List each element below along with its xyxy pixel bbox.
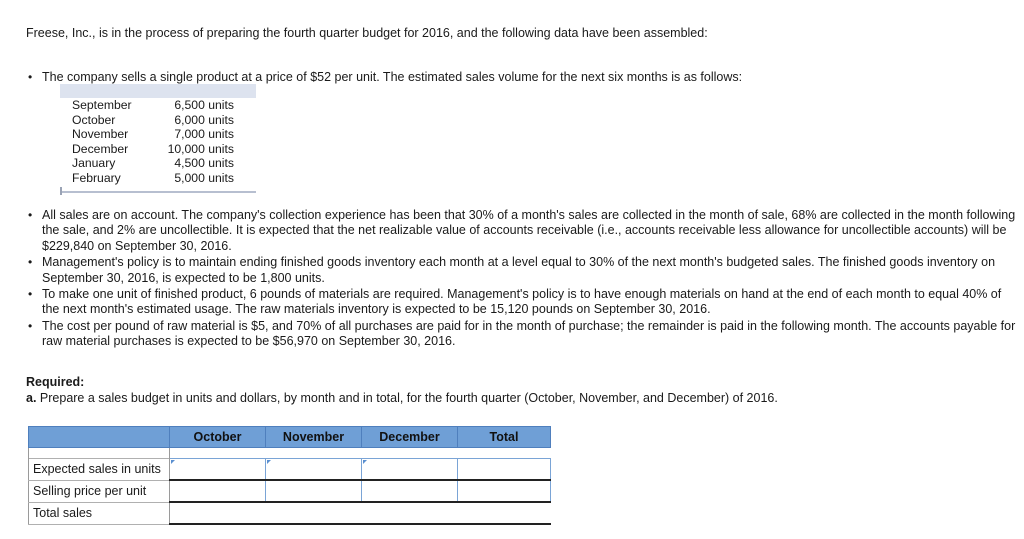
table-bottom-rule — [60, 191, 256, 193]
month-cell: January — [72, 156, 116, 171]
total-units-input[interactable] — [458, 459, 551, 481]
assumption-bullets — [28, 208, 1018, 351]
bullet-text: To make one unit of finished product, 6 pounds of materials are required. Management's policy is to have enough materials on hand at the end of each month to equal 40% of the next month's estimated usage. The raw materials inventory is expected to be 15,120 pounds on September 30, 2016. — [42, 287, 1002, 317]
bullet-text: The cost per pound of raw material is $5, and 70% of all purchases are paid for in the month of purchase; the remainder is paid in the following month. The accounts payable for raw material purchases is expected to be $56,970 on September 30, 2016. — [42, 318, 1016, 349]
december-total-sales-input[interactable] — [362, 502, 458, 524]
total-price-input[interactable] — [458, 480, 551, 502]
bullet-text: Management's policy is to maintain ending finished goods inventory each month at a level equal to 30% of the next month's budgeted sales. The finished goods inventory on September 30, 2016, is expected to be 1,800 units. — [42, 255, 996, 285]
october-total-sales-input[interactable] — [170, 502, 266, 524]
table-row — [60, 142, 256, 157]
table-row — [60, 127, 256, 142]
col-header-total: Total — [458, 427, 551, 448]
table-row — [29, 480, 551, 502]
month-cell: December — [72, 141, 129, 156]
part-text: Prepare a sales budget in units and dollars, by month and in total, for the fourth quarter (October, November, and December) of 2016. — [36, 391, 778, 405]
col-header-october: October — [170, 427, 266, 448]
bullet-text: All sales are on account. The company's collection experience has been that 30% of a month's sales are collected in the month of sale, 68% are collected in the month following the sale, and 2% are uncollectible. It is expected that the net realizable value of accounts receivable (i.e., accounts receivable less allowance for uncollectible accounts) will be $229,840 on September 30, 2016. — [42, 208, 1016, 253]
units-cell: 7,000 units — [174, 127, 234, 142]
blank-header — [29, 427, 170, 448]
table-header-band — [60, 84, 256, 98]
units-cell: 10,000 units — [167, 141, 234, 156]
required-part-a — [26, 390, 778, 406]
november-total-sales-input[interactable] — [266, 502, 362, 524]
month-cell: November — [72, 127, 129, 142]
list-item — [28, 208, 1018, 254]
total-total-sales-input[interactable] — [458, 502, 551, 524]
col-header-november: November — [266, 427, 362, 448]
october-price-input[interactable] — [170, 480, 266, 502]
bullet-icon: • — [28, 318, 33, 333]
bullet-icon: • — [28, 208, 33, 222]
part-label: a. — [26, 391, 37, 405]
table-row — [60, 113, 256, 128]
col-header-december: December — [362, 427, 458, 448]
row-label-total-sales: Total sales — [29, 502, 170, 524]
table-row — [60, 156, 256, 171]
units-cell: 6,500 units — [174, 98, 234, 112]
bullet-icon: • — [28, 70, 33, 84]
row-label-units: Expected sales in units — [29, 459, 170, 481]
december-units-input[interactable] — [362, 459, 458, 481]
units-cell: 5,000 units — [174, 170, 234, 185]
month-cell: September — [72, 98, 132, 112]
bullet-icon: • — [28, 287, 33, 302]
list-item — [28, 287, 1018, 318]
month-cell: February — [72, 170, 121, 185]
november-price-input[interactable] — [266, 480, 362, 502]
october-units-input[interactable] — [170, 459, 266, 481]
list-item — [28, 319, 1018, 350]
november-units-input[interactable] — [266, 459, 362, 481]
bullet-text: The company sells a single product at a price of $52 per unit. The estimated sales volume for the next six months is as follows: — [42, 70, 743, 84]
december-price-input[interactable] — [362, 480, 458, 502]
required-heading: Required: — [26, 375, 85, 389]
table-row — [60, 98, 256, 113]
bullet-icon: • — [28, 255, 33, 270]
table-row — [29, 459, 551, 481]
units-cell: 4,500 units — [174, 156, 234, 171]
month-cell: October — [72, 112, 116, 127]
bullet-sales-price — [28, 70, 742, 84]
table-corner-tick — [60, 187, 62, 195]
table-row — [60, 171, 256, 186]
sales-volume-table — [60, 84, 256, 193]
table-row — [29, 502, 551, 524]
sales-budget-table — [28, 426, 551, 525]
intro-text: Freese, Inc., is in the process of preparing the fourth quarter budget for 2016, and the following data have been assembled: — [26, 26, 708, 40]
required-section — [26, 374, 778, 406]
row-label-price: Selling price per unit — [29, 480, 170, 502]
units-cell: 6,000 units — [174, 112, 234, 127]
list-item — [28, 255, 1018, 286]
